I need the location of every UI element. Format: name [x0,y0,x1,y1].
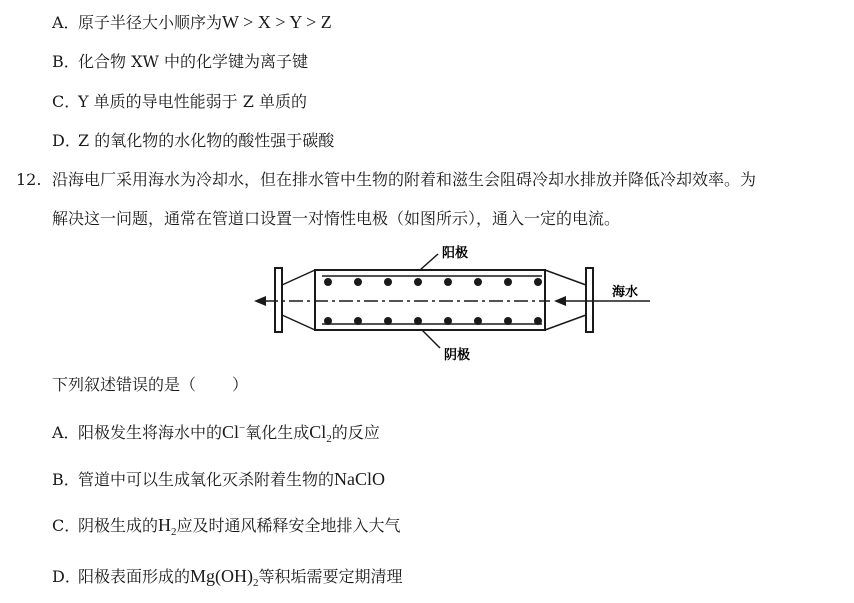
question-text-2: 解决这一问题，通常在管道口设置一对惰性电极（如图所示），通入一定的电流。 [52,209,621,228]
left-cone-bottom [282,315,315,330]
option-text: Z 的氧化物的水化物的酸性强于碳酸 [78,131,335,150]
option-text: 阳极表面形成的 [78,567,191,586]
option-letter: A． [52,423,80,442]
option-b [52,469,385,490]
prompt-close: ） [232,375,249,394]
question-stem-line2 [52,209,620,229]
left-cone-top [282,270,315,285]
subscript: 2 [171,526,177,538]
chlorine-formula: Cl [309,422,327,442]
chloride-formula: Cl [222,422,240,442]
option-text: 的反应 [331,423,380,442]
option-formula: NaClO [334,469,386,489]
option-letter: A． [52,13,80,32]
option-c [52,515,401,536]
cathode-label: 阴极 [444,348,471,363]
option-letter: D． [52,567,81,586]
option-formula [222,422,245,442]
prev-option-a [52,12,332,33]
right-flange [586,268,593,332]
option-text: 氧化生成 [245,423,310,442]
option-letter: B． [52,470,80,489]
option-letter: D． [52,131,81,150]
inlet-label: 海水 [612,285,639,300]
subscript: 2 [253,577,259,589]
option-text: 管道中可以生成氧化灭杀附着生物的 [78,470,335,489]
option-letter: C． [52,92,81,111]
prev-option-c [52,92,307,112]
option-text: Y 单质的导电性能弱于 Z 单质的 [78,92,307,111]
subscript: 2 [326,433,332,445]
option-text: 阴极生成的 [78,516,159,535]
option-text: 原子半径大小顺序为 [78,13,223,32]
option-d [52,566,403,587]
inlet-arrow-icon [554,296,566,306]
option-formula [190,566,259,589]
option-formula [158,515,177,538]
question-prompt [52,375,248,395]
outlet-arrow-icon [254,296,266,306]
prev-option-b [52,52,308,72]
magnesium-hydroxide-formula: Mg(OH) [190,566,254,586]
option-text: 化合物 XW 中的化学键为离子键 [78,52,309,71]
option-letter: B． [52,52,80,71]
anode-dots [324,278,542,286]
question-stem-line1 [16,170,756,190]
prev-option-d [52,131,334,151]
right-cone-top [545,270,586,285]
option-formula [309,422,332,445]
cathode-leader [422,330,440,348]
option-a [52,422,380,443]
charge-sup: − [239,422,246,434]
left-flange [275,268,282,332]
question-number: 12. [16,170,42,189]
anode-leader [420,254,438,270]
option-formula: W > X > Y > Z [222,12,332,32]
right-cone-bottom [545,315,586,330]
prompt-text: 下列叙述错误的是（ [52,375,197,394]
option-text: 等积垢需要定期清理 [258,567,403,586]
electrolysis-pipe-diagram [250,240,670,366]
option-text: 应及时通风稀释安全地排入大气 [176,516,401,535]
question-text-1: 沿海电厂采用海水为冷却水，但在排水管中生物的附着和滋生会阻碍冷却水排放并降低冷却效率。为 [52,170,757,189]
anode-label: 阳极 [442,246,469,261]
hydrogen-formula: H [158,515,172,535]
option-letter: C． [52,516,81,535]
option-text: 阳极发生将海水中的 [78,423,223,442]
